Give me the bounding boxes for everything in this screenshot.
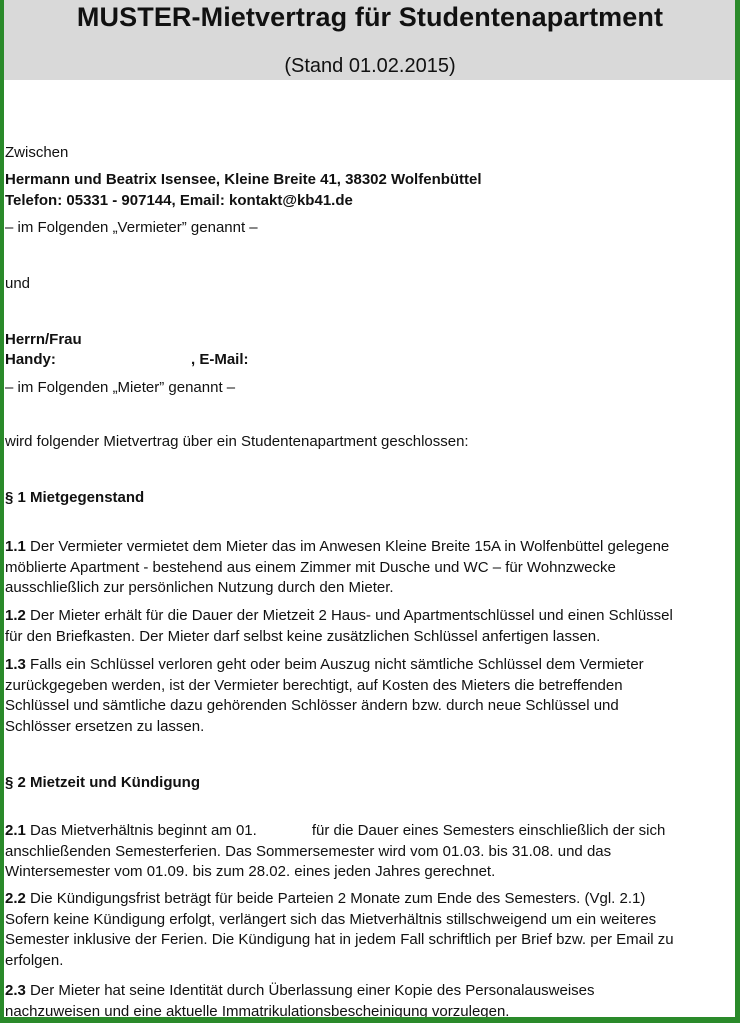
clause-number: 1.3 [5,656,26,673]
tenant-role: – im Folgenden „Mieter” genannt – [5,379,236,396]
clause-text: nachzuweisen und eine aktuelle Immatrikulationsbescheinigung vorzulegen. [5,1002,510,1020]
and-label: und [5,275,31,292]
document-title: MUSTER-Mietvertrag für Studentenapartment [76,2,664,32]
clause-text: für den Briefkasten. Der Mieter darf selbst keine zusätzlichen Schlüssel anfertigen lassen. [5,627,601,645]
tenant-handy-label: Handy: [5,351,56,368]
clause-text: möblierte Apartment - bestehend aus einem Zimmer mit Dusche und WC – für Wohnzwecke [5,558,616,576]
clause-text: Schlösser ersetzen zu lassen. [5,717,205,735]
between-label: Zwischen [5,144,69,161]
clause-text: erfolgen. [5,951,64,969]
clause-text: zurückgegeben werden, ist der Vermieter berechtigt, auf Kosten des Mieters die betreffenden [5,676,623,694]
clause-1-3 [5,655,733,737]
landlord-name: Hermann und Beatrix Isensee, Kleine Breite 41, 38302 Wolfenbüttel [5,171,482,188]
clause-text: ausschließlich zur persönlichen Nutzung durch den Mieter. [5,579,394,596]
clause-number: 2.3 [5,982,26,999]
clause-text: Semester inklusive der Ferien. Die Kündigung hat in jedem Fall schriftlich per Brief bzw. per Email zu [5,931,674,948]
clause-text: Sofern keine Kündigung erfolgt, verlängert sich das Mietverhältnis stillschweigend um ein weiteres [5,910,657,928]
clause-text: Der Mieter hat seine Identität durch Überlassung einer Kopie des Personalausweises [25,982,595,999]
clause-text: Falls ein Schlüssel verloren geht oder beim Auszug nicht sämtliche Schlüssel dem Vermieter [25,656,644,673]
clause-1-2 [5,606,733,647]
clause-number: 2.2 [5,890,26,907]
clause-text: Wintersemester vom 01.09. bis zum 28.02. eines jeden Jahres gerechnet. [5,863,496,880]
contract-intro: wird folgender Mietvertrag über ein Studentenapartment geschlossen: [5,433,469,450]
clause-2-3 [5,981,733,1022]
document-header [0,0,740,80]
clause-text: Der Mieter erhält für die Dauer der Mietzeit 2 Haus- und Apartmentschlüssel und einen Schlüssel [25,607,673,624]
section-1-heading: § 1 Mietgegenstand [5,489,145,506]
clause-1-1 [5,537,733,599]
clause-text: Der Vermieter vermietet dem Mieter das im Anwesen Kleine Breite 15A in Wolfenbüttel gelegene [25,538,670,555]
clause-number: 1.2 [5,607,26,624]
clause-text: Die Kündigungsfrist beträgt für beide Parteien 2 Monate zum Ende des Semesters. (Vgl. 2.1) [25,890,646,907]
clause-2-2 [5,889,733,971]
clause-number: 2.1 [5,822,26,839]
landlord-contact: Telefon: 05331 - 907144, Email: kontakt@kb41.de [5,192,353,209]
landlord-role: – im Folgenden „Vermieter” genannt – [5,219,258,236]
clause-number: 1.1 [5,538,26,555]
tenant-email-label: , E-Mail: [191,351,249,368]
document-date: (Stand 01.02.2015) [284,55,456,77]
section-2-heading: § 2 Mietzeit und Kündigung [5,774,200,791]
clause-text: Schlüssel und sämtliche dazu gehörenden Schlösser ändern bzw. durch neue Schlüssel und [5,697,619,714]
tenant-salutation: Herrn/Frau [5,331,82,348]
clause-text: Das Mietverhältnis beginnt am 01. [25,822,257,839]
clause-text: anschließenden Semesterferien. Das Sommersemester wird vom 01.03. bis 31.08. und das [5,842,612,860]
clause-text: für die Dauer eines Semesters einschließlich der sich [311,822,666,839]
clause-2-1 [5,821,733,883]
